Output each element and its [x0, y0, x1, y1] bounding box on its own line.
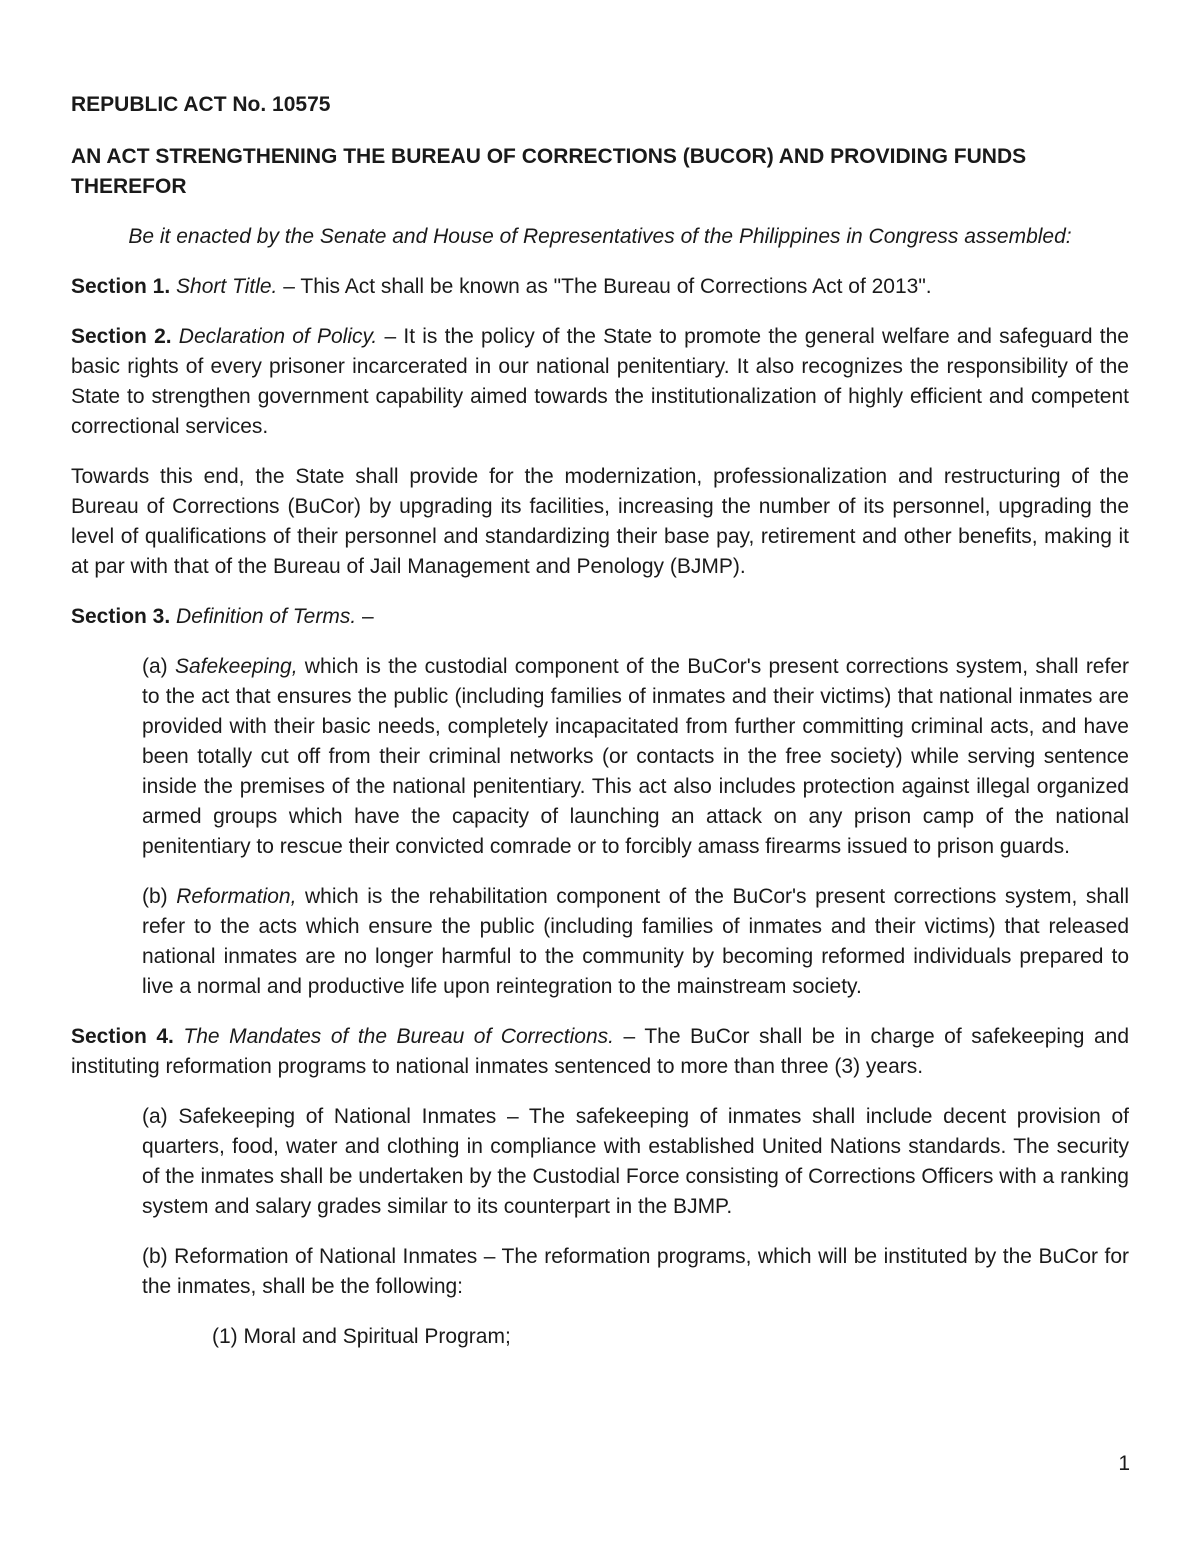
section-3-title: Definition of Terms.	[176, 605, 357, 628]
section-3-item-b-label: (b)	[142, 885, 177, 908]
section-4-item-b: (b) Reformation of National Inmates – The reformation programs, which will be instituted by the BuCor for the inmates, shall be the following:	[142, 1245, 1129, 1298]
section-1-title: Short Title.	[176, 275, 278, 298]
section-3-text: –	[356, 605, 374, 628]
section-2	[71, 322, 1129, 442]
section-2-heading: Section 2.	[71, 325, 172, 348]
section-4-program-1: (1) Moral and Spiritual Program;	[212, 1325, 511, 1348]
section-3-item-b	[142, 882, 1129, 1002]
section-4-item-a: (a) Safekeeping of National Inmates – The safekeeping of inmates shall include decent provision of quarters, food, water and clothing in compliance with established United Nations standards. The security of the inmates shall be undertaken by the Custodial Force consisting of Corrections Officers with a ranking system and salary grades similar to its counterpart in the BJMP.	[142, 1105, 1129, 1218]
section-2-text: – It is the policy of the State to promote the general welfare and safeguard the basic rights of every prisoner incarcerated in our national penitentiary. It also recognizes the responsibility of the State to strengthen government capability aimed towards the institutionalization of highly efficient and competent correctional services.	[71, 325, 1129, 438]
page-number: 1	[1118, 1452, 1130, 1475]
section-3-item-a-text: which is the custodial component of the BuCor's present corrections system, shall refer to the act that ensures the public (including families of inmates and their victims) that national inmates are provided with their basic needs, completely incapacitated from further committing criminal acts, and have been totally cut off from their criminal networks (or contacts in the free society) while serving sentence inside the premises of the national penitentiary. This act also includes protection against illegal organized armed groups which have the capacity of launching an attack on any prison camp of the national penitentiary to rescue their convicted comrade or to forcibly amass firearms issued to prison guards.	[142, 655, 1129, 858]
enacting-clause: Be it enacted by the Senate and House of Representatives of the Philippines in Congress assembled:	[128, 225, 1072, 248]
section-1-heading: Section 1.	[71, 275, 171, 298]
section-1	[71, 272, 1129, 302]
act-title: AN ACT STRENGTHENING THE BUREAU OF CORRECTIONS (BUCOR) AND PROVIDING FUNDS THEREFOR	[71, 145, 1027, 198]
section-2-title: Declaration of Policy.	[178, 325, 378, 348]
section-3-heading: Section 3.	[71, 605, 171, 628]
section-2-paragraph-2: Towards this end, the State shall provide for the modernization, professionalization and restructuring of the Bureau of Corrections (BuCor) by upgrading its facilities, increasing the number of its personnel, upgrading the level of qualifications of their personnel and standardizing their base pay, retirement and other benefits, making it at par with that of the Bureau of Jail Management and Penology (BJMP).	[71, 465, 1129, 578]
section-4	[71, 1022, 1129, 1082]
section-3-item-b-text: which is the rehabilitation component of the BuCor's present corrections system, shall refer to the acts which ensure the public (including families of inmates and their victims) that released national inmates are no longer harmful to the community by becoming reformed individuals prepared to live a normal and productive life upon reintegration to the mainstream society.	[142, 885, 1130, 998]
document-body	[71, 90, 1129, 1352]
section-3-item-a-term: Safekeeping,	[174, 655, 298, 678]
section-1-text: – This Act shall be known as "The Bureau of Corrections Act of 2013".	[277, 275, 932, 298]
section-4-title: The Mandates of the Bureau of Corrections.	[183, 1025, 614, 1048]
section-4-heading: Section 4.	[71, 1025, 174, 1048]
section-3-item-a-label: (a)	[142, 655, 175, 678]
section-3-item-a	[142, 652, 1129, 862]
section-4-text: – The BuCor shall be in charge of safekeeping and instituting reformation programs to national inmates sentenced to more than three (3) years.	[71, 1025, 1129, 1078]
act-number: REPUBLIC ACT No. 10575	[71, 93, 331, 116]
section-3-item-b-term: Reformation,	[176, 885, 297, 908]
section-3	[71, 602, 1129, 632]
